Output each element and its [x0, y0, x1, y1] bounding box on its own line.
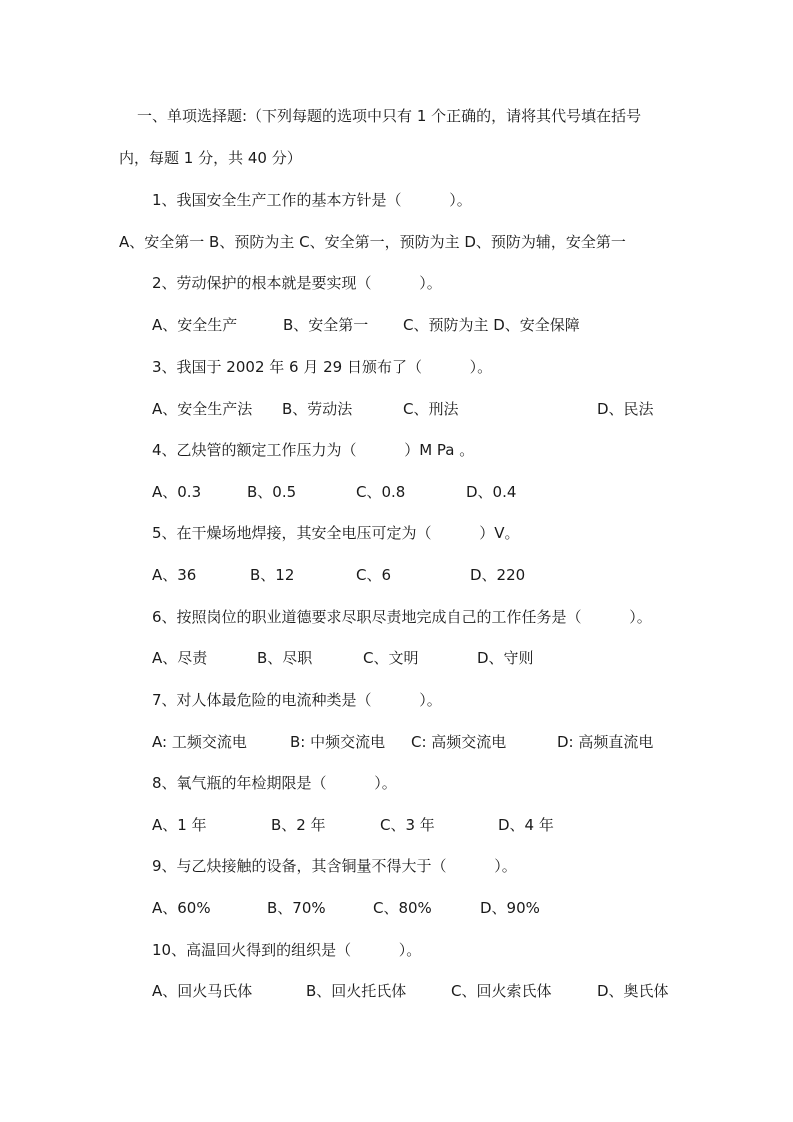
option-a: A、60%: [152, 899, 211, 917]
option-d: D、奥氏体: [597, 982, 669, 1000]
question-8: 8、氧气瓶的年检期限是（ ）。: [152, 774, 397, 792]
option-b: B、70%: [267, 899, 326, 917]
question-9: 9、与乙炔接触的设备，其含铜量不得大于（ ）。: [152, 857, 517, 875]
option-a: A、0.3: [152, 483, 202, 501]
option-b: B、0.5: [247, 483, 297, 501]
question-10: 10、高温回火得到的组织是（ ）。: [152, 941, 422, 959]
question-7: 7、对人体最危险的电流种类是（ ）。: [152, 691, 442, 709]
option-c: C、6: [356, 566, 392, 584]
section-heading-line1: 一、单项选择题:（下列每题的选项中只有 1 个正确的，请将其代号填在括号: [137, 107, 642, 125]
question-4: 4、乙炔管的额定工作压力为（ ）M Pa 。: [152, 441, 475, 459]
question-3: 3、我国于 2002 年 6 月 29 日颁布了（ ）。: [152, 358, 493, 376]
option-a: A、1 年: [152, 816, 207, 834]
option-c: C、文明: [363, 649, 419, 667]
option-d: D、0.4: [466, 483, 517, 501]
option-c: C、3 年: [380, 816, 435, 834]
option-a: A、尽责: [152, 649, 208, 667]
option-a: A、安全生产: [152, 316, 238, 334]
option-b: B、尽职: [257, 649, 313, 667]
option-a: A: 工频交流电: [152, 733, 247, 751]
section-heading-line2: 内，每题 1 分，共 40 分）: [119, 149, 302, 167]
option-c: C、80%: [373, 899, 432, 917]
option-c: C、0.8: [356, 483, 406, 501]
question-6: 6、按照岗位的职业道德要求尽职尽责地完成自己的工作任务是（ ）。: [152, 608, 652, 626]
question-1-options: A、安全第一 B、预防为主 C、安全第一，预防为主 D、预防为辅，安全第一: [119, 233, 626, 251]
option-a: A、36: [152, 566, 197, 584]
question-2: 2、劳动保护的根本就是要实现（ ）。: [152, 274, 442, 292]
option-b: B、回火托氏体: [306, 982, 407, 1000]
option-d: D、民法: [597, 400, 654, 418]
option-d: D、220: [470, 566, 526, 584]
question-1: 1、我国安全生产工作的基本方针是（ ）。: [152, 191, 472, 209]
question-5: 5、在干燥场地焊接，其安全电压可定为（ ）V。: [152, 524, 520, 542]
option-c: C、回火索氏体: [451, 982, 552, 1000]
option-c: C: 高频交流电: [411, 733, 507, 751]
option-b: B、安全第一: [283, 316, 369, 334]
option-d: D、90%: [480, 899, 540, 917]
option-a: A、安全生产法: [152, 400, 253, 418]
option-d: D: 高频直流电: [557, 733, 654, 751]
option-b: B: 中频交流电: [290, 733, 386, 751]
option-c: C、刑法: [403, 400, 459, 418]
option-d: D、4 年: [498, 816, 554, 834]
option-d: D、守则: [477, 649, 534, 667]
option-b: B、12: [250, 566, 295, 584]
option-c-d: C、预防为主 D、安全保障: [403, 316, 580, 334]
option-b: B、劳动法: [282, 400, 353, 418]
option-b: B、2 年: [271, 816, 326, 834]
option-a: A、回火马氏体: [152, 982, 253, 1000]
